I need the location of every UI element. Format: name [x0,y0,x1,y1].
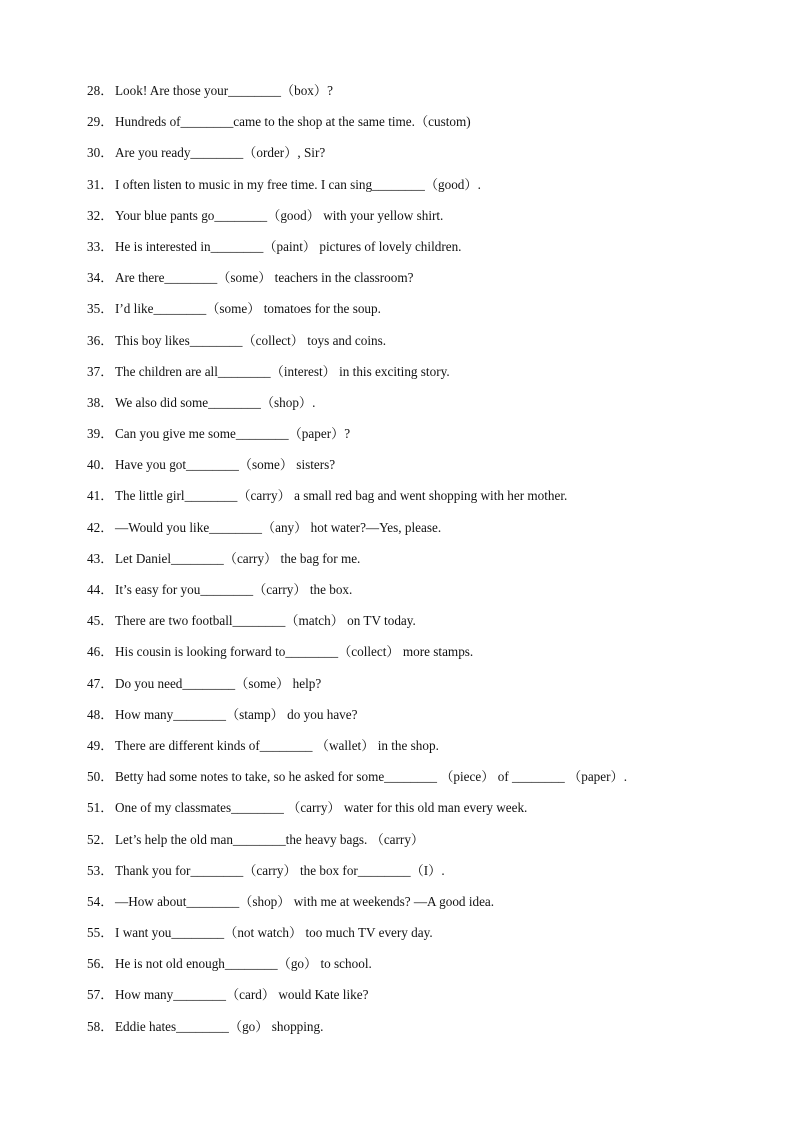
question-number: 55． [87,925,114,941]
question-item [0,577,794,608]
question-text: He is interested in________（paint） pictures of lovely children. [115,238,462,254]
question-item [0,203,794,234]
question-item [0,359,794,390]
question-number: 42． [87,519,114,535]
question-text: We also did some________（shop）. [115,394,316,410]
question-text: I want you________（not watch） too much TV every day. [115,925,433,941]
question-item [0,858,794,889]
question-item [0,764,794,795]
question-item [0,982,794,1013]
question-item [0,702,794,733]
question-text: It’s easy for you________（carry） the box. [115,582,353,597]
question-number: 56． [87,956,114,972]
question-number: 37． [87,363,114,379]
question-number: 34． [87,270,114,286]
question-number: 46． [87,644,114,660]
question-item [0,827,794,858]
question-text: One of my classmates________ （carry） water for this old man every week. [115,800,528,816]
question-text: Let Daniel________（carry） the bag for me. [115,550,361,566]
question-item [0,733,794,764]
question-text: He is not old enough________（go） to school. [115,956,372,972]
question-item [0,608,794,639]
question-item [0,452,794,483]
question-number: 36． [87,332,114,348]
question-item [0,795,794,826]
question-number: 39． [87,426,114,442]
question-item [0,639,794,670]
question-number: 30． [87,145,114,161]
question-item [0,140,794,171]
question-item [0,515,794,546]
question-text: This boy likes________（collect） toys and coins. [115,332,387,348]
question-number: 35． [87,301,114,317]
question-text: Have you got________（some） sisters? [115,457,336,473]
question-text: His cousin is looking forward to________（collect） more stamps. [115,644,474,660]
question-text: Your blue pants go________（good） with your yellow shirt. [115,207,444,223]
question-number: 43． [87,550,114,566]
question-item [0,328,794,359]
question-text: Are you ready________（order）, Sir? [115,145,326,161]
question-text: How many________（card） would Kate like? [115,987,369,1003]
question-text: I often listen to music in my free time. I can sing________（good）. [115,176,481,192]
question-number: 29． [87,114,114,130]
question-list [0,78,794,1045]
question-text: Look! Are those your________（box）? [115,83,333,98]
question-number: 51． [87,800,114,816]
question-item [0,78,794,109]
question-number: 41． [87,488,114,504]
question-number: 44． [87,582,114,597]
question-text: Do you need________（some） help? [115,675,322,691]
question-text: There are different kinds of________ （wallet） in the shop. [115,737,439,753]
question-text: Are there________（some） teachers in the classroom? [115,270,414,286]
question-item [0,296,794,327]
question-text: —Would you like________（any） hot water?—Yes, please. [115,519,442,535]
question-number: 54． [87,893,114,909]
question-text: Eddie hates________（go） shopping. [115,1018,324,1034]
question-number: 32． [87,207,114,223]
question-text: Can you give me some________（paper）? [115,426,351,442]
question-item [0,546,794,577]
question-number: 49． [87,737,114,753]
question-item [0,265,794,296]
question-item [0,172,794,203]
question-text: How many________（stamp） do you have? [115,706,358,722]
question-item [0,920,794,951]
question-text: The children are all________（interest） in this exciting story. [115,363,450,379]
question-number: 52． [87,831,114,847]
question-number: 47． [87,675,114,691]
question-number: 57． [87,987,114,1003]
question-number: 40． [87,457,114,473]
question-text: Betty had some notes to take, so he asked for some________ （piece） of ________ （paper）. [115,769,628,785]
question-item [0,671,794,702]
question-number: 31． [87,176,114,192]
question-text: There are two football________（match） on TV today. [115,613,416,629]
question-text: The little girl________（carry） a small red bag and went shopping with her mother. [115,488,568,504]
question-number: 45． [87,613,114,629]
question-text: Hundreds of________came to the shop at the same time.（custom) [115,114,471,130]
question-item [0,390,794,421]
question-number: 50． [87,769,114,785]
question-number: 33． [87,238,114,254]
question-item [0,234,794,265]
question-number: 58． [87,1018,114,1034]
question-text: Let’s help the old man________the heavy bags. （carry） [115,831,425,847]
question-item [0,109,794,140]
question-item [0,483,794,514]
question-text: —How about________（shop） with me at weekends? —A good idea. [115,893,495,909]
question-text: I’d like________（some） tomatoes for the soup. [115,301,381,317]
question-number: 28． [87,83,114,98]
question-item [0,1014,794,1045]
question-number: 38． [87,394,114,410]
question-item [0,889,794,920]
question-number: 53． [87,862,114,878]
question-number: 48． [87,706,114,722]
question-text: Thank you for________（carry） the box for________（I）. [115,862,445,878]
question-item [0,951,794,982]
question-item [0,421,794,452]
